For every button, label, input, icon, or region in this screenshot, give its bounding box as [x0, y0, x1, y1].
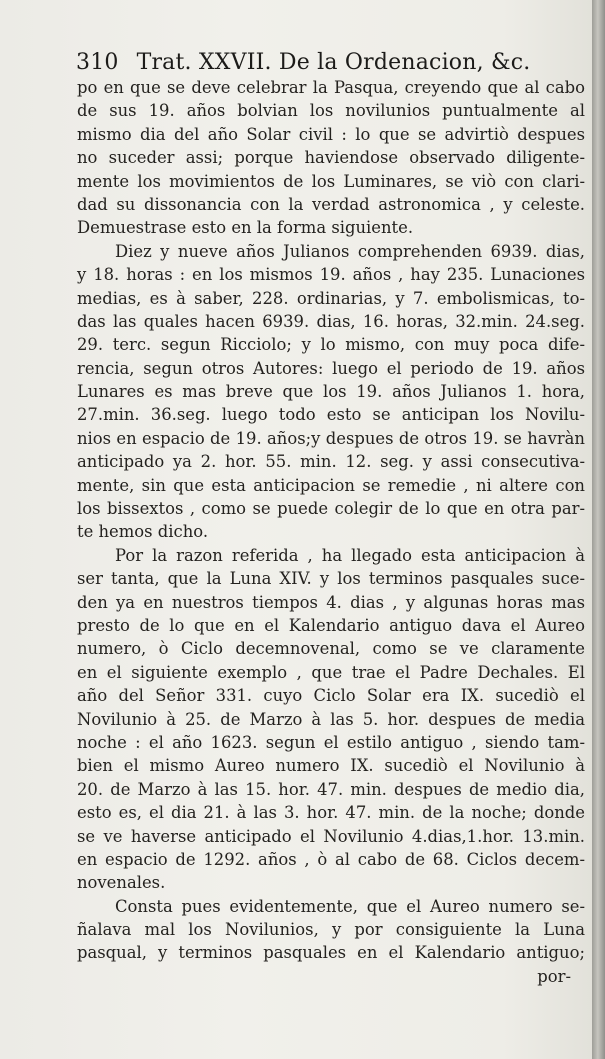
text-line: novenales.: [77, 873, 166, 893]
text-line: los bissextos , como se puede colegir de lo que en otra par-: [77, 499, 585, 519]
text-line: 27.min. 36.seg. luego todo esto se anticipan los Novilu-: [77, 405, 585, 425]
text-line: Por la razon referida , ha llegado esta anticipacion à: [115, 545, 585, 565]
text-line: noche : el año 1623. segun el estilo antiguo , siendo tam-: [77, 732, 585, 752]
text-line: no suceder assi; porque haviendose observado diligente-: [77, 148, 585, 168]
text-line: mente los movimientos de los Luminares, se viò con clari-: [77, 171, 585, 191]
text-line: mente, sin que esta anticipacion se remedie , ni altere con: [77, 475, 585, 495]
text-line: das las quales hacen 6939. dias, 16. horas, 32.min. 24.seg.: [77, 311, 585, 331]
text-line: Lunares es mas breve que los 19. años Julianos 1. hora,: [77, 382, 585, 402]
text-line: se ve haverse anticipado el Novilunio 4.dias,1.hor. 13.min.: [77, 826, 585, 846]
page-edge: [592, 0, 605, 1059]
text-line: 20. de Marzo à las 15. hor. 47. min. despues de medio dia,: [77, 779, 585, 799]
text-line: rencia, segun otros Autores: luego el periodo de 19. años: [77, 358, 585, 378]
text-line: bien el mismo Aureo numero IX. sucediò el Novilunio à: [77, 756, 585, 776]
text-line: anticipado ya 2. hor. 55. min. 12. seg. y assi consecutiva-: [77, 452, 585, 472]
text-line: esto es, el dia 21. à las 3. hor. 47. min. de la noche; donde: [77, 803, 585, 823]
running-header: [76, 48, 592, 78]
text-line: y 18. horas : en los mismos 19. años , hay 235. Lunaciones: [77, 265, 585, 285]
text-line: po en que se deve celebrar la Pasqua, creyendo que al cabo: [77, 78, 585, 97]
text-line: año del Señor 331. cuyo Ciclo Solar era IX. sucediò el: [77, 686, 585, 706]
text-line: pasqual, y terminos pasquales en el Kalendario antiguo;: [77, 943, 585, 963]
text-line: en espacio de 1292. años , ò al cabo de 68. Ciclos decem-: [77, 849, 585, 869]
text-line: Demuestrase esto en la forma siguiente.: [77, 218, 414, 238]
body-text: [77, 76, 585, 988]
text-line: Consta pues evidentemente, que el Aureo numero se-: [115, 896, 585, 916]
text-line: en el siguiente exemplo , que trae el Padre Dechales. El: [77, 662, 585, 682]
text-line: de sus 19. años bolvian los novilunios puntualmente al: [77, 101, 585, 121]
page-number: 310: [76, 50, 119, 75]
text-line: Novilunio à 25. de Marzo à las 5. hor. despues de media: [77, 709, 585, 729]
catchword: por-: [537, 966, 571, 986]
text-line: dad su dissonancia con la verdad astronomica , y celeste.: [77, 194, 585, 214]
text-line: 29. terc. segun Ricciolo; y lo mismo, con muy poca dife-: [77, 335, 585, 355]
text-line: ñalava mal los Novilunios, y por consiguiente la Luna: [77, 920, 585, 940]
text-line: te hemos dicho.: [77, 522, 209, 542]
text-line: mismo dia del año Solar civil : lo que se advirtiò despues: [77, 124, 585, 144]
text-line: medias, es à saber, 228. ordinarias, y 7. embolismicas, to-: [77, 288, 585, 308]
text-line: ser tanta, que la Luna XIV. y los terminos pasquales suce-: [77, 569, 585, 589]
running-title: Trat. XXVII. De la Ordenacion, &c.: [136, 50, 531, 75]
text-line: den ya en nuestros tiempos 4. dias , y algunas horas mas: [77, 592, 585, 612]
text-line: Diez y nueve años Julianos comprehenden 6939. dias,: [115, 241, 585, 261]
text-line: presto de lo que en el Kalendario antiguo dava el Aureo: [77, 615, 585, 635]
text-line: nios en espacio de 19. años;y despues de otros 19. se havràn: [77, 428, 585, 448]
text-line: numero, ò Ciclo decemnovenal, como se ve claramente: [77, 639, 585, 659]
